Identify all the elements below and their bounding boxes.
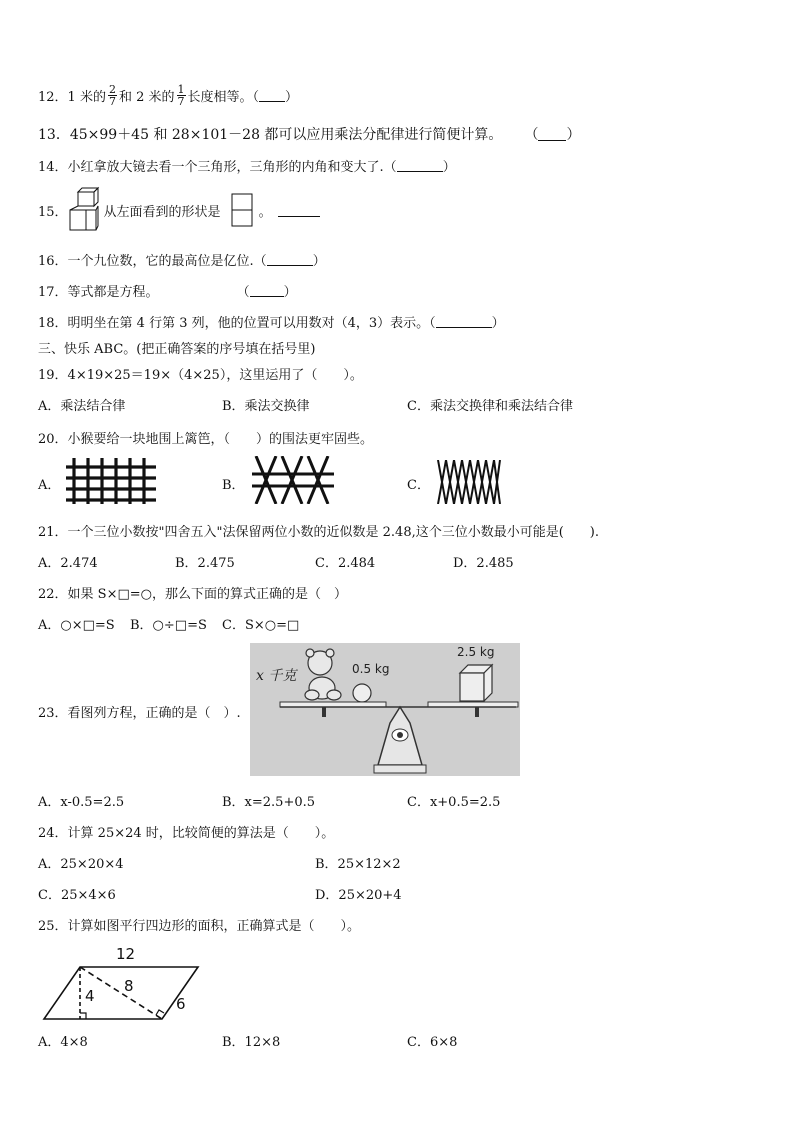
question-number: 19．: [38, 368, 68, 383]
option-c[interactable]: C．6×8: [407, 1035, 458, 1050]
question-text: 计算如图平行四边形的面积，正确算式是（ ）。: [67, 919, 361, 934]
option-a[interactable]: A．: [38, 478, 61, 493]
fence-zigzag-figure: [436, 460, 502, 504]
question-25: [38, 915, 360, 934]
option-b[interactable]: B．2.475: [175, 556, 235, 571]
label-height: 4: [85, 987, 95, 1005]
question-number: 13．: [38, 127, 70, 143]
balance-scale-image: [250, 643, 520, 776]
option-d[interactable]: D．2.485: [453, 556, 514, 571]
label-diagonal: 8: [124, 977, 134, 995]
side-view-figure: [231, 193, 253, 227]
question-23: [38, 702, 241, 721]
question-24: [38, 822, 334, 841]
option-b[interactable]: B．25×12×2: [315, 857, 401, 872]
cube-stack-figure: [68, 186, 102, 234]
question-number: 18．: [38, 316, 68, 331]
question-15: 15． 从左面看到的形状是 。: [38, 186, 320, 234]
question-text: 1 米的: [67, 90, 106, 105]
label-x: x 千克: [256, 668, 297, 684]
question-number: 15．: [38, 204, 68, 220]
question-number: 21．: [38, 525, 68, 540]
question-text: 一个九位数，它的最高位是亿位.（: [67, 254, 267, 269]
option-a[interactable]: A．2.474: [38, 556, 98, 571]
question-text: 明明坐在第 4 行第 3 列，他的位置可以用数对（4，3）表示。（: [67, 316, 436, 331]
section-heading: 三、快乐 ABC。(把正确答案的序号填在括号里): [38, 342, 316, 357]
option-c[interactable]: C．S×○=□: [222, 618, 300, 633]
question-number: 14．: [38, 160, 68, 175]
option-b[interactable]: B．12×8: [222, 1035, 281, 1050]
answer-blank[interactable]: [267, 253, 313, 266]
option-c[interactable]: C．25×4×6: [38, 888, 116, 903]
question-19: [38, 364, 363, 383]
question-number: 22．: [38, 587, 68, 602]
question-text: 和 2 米的: [118, 90, 175, 105]
question-20: [38, 428, 373, 447]
answer-blank[interactable]: [397, 159, 443, 172]
label-top: 12: [116, 945, 136, 963]
fence-cross-figure: [252, 456, 334, 504]
question-14: 14． 小红拿放大镜去看一个三角形，三角形的内角和变大了.（ ）: [38, 156, 456, 175]
question-17: 17． 等式都是方程。 （ ）: [38, 281, 297, 300]
option-a[interactable]: A．x-0.5=2.5: [38, 795, 125, 810]
label-box: 2.5 kg: [457, 645, 495, 659]
question-text: 等式都是方程。: [67, 285, 159, 300]
option-c[interactable]: C．2.484: [315, 556, 376, 571]
question-number: 24．: [38, 826, 68, 841]
question-text: 小猴要给一块地围上篱笆，（ ）的围法更牢固些。: [67, 432, 374, 447]
question-number: 20．: [38, 432, 68, 447]
question-18: 18． 明明坐在第 4 行第 3 列，他的位置可以用数对（4，3）表示。（ ）: [38, 312, 505, 331]
option-d[interactable]: D．25×20+4: [315, 888, 402, 903]
question-text: 看图列方程，正确的是（ ）.: [67, 706, 241, 721]
option-a[interactable]: A．4×8: [38, 1035, 88, 1050]
question-number: 25．: [38, 919, 68, 934]
question-text: 从左面看到的形状是: [103, 204, 221, 220]
option-b[interactable]: B．x=2.5+0.5: [222, 795, 316, 810]
question-12: 12． 1 米的 $\frac{2}{7}$ 和 2 米的 $\frac{1}{7}$ 长度相等。（ ）: [38, 83, 299, 108]
question-text: 小红拿放大镜去看一个三角形，三角形的内角和变大了.（: [67, 160, 397, 175]
question-text: 一个三位小数按"四舍五入"法保留两位小数的近似数是 2.48,这个三位小数最小可能是( ).: [67, 525, 599, 540]
label-ball: 0.5 kg: [352, 662, 390, 676]
answer-blank[interactable]: [436, 315, 492, 328]
answer-blank[interactable]: [250, 284, 284, 297]
option-b[interactable]: B．: [222, 478, 245, 493]
answer-blank[interactable]: [278, 204, 320, 217]
option-a[interactable]: A．25×20×4: [38, 857, 124, 872]
question-number: 12．: [38, 90, 68, 105]
option-a[interactable]: A．○×□=S: [38, 618, 115, 633]
option-c[interactable]: C．乘法交换律和乘法结合律: [407, 399, 573, 414]
fence-grid-figure: [66, 458, 156, 504]
question-text: 如果 S×□=○，那么下面的算式正确的是（ ）: [67, 587, 347, 602]
option-b[interactable]: B．○÷□=S: [130, 618, 207, 633]
question-text: 长度相等。（: [187, 90, 260, 105]
fraction: $\frac{2}{7}$: [108, 83, 116, 108]
question-text: 计算 25×24 时，比较简便的算法是（ ）。: [67, 826, 335, 841]
question-13: 13． 45×99＋45 和 28×101－28 都可以应用乘法分配律进行简便计算。 （ ）: [38, 124, 580, 144]
question-text: 4×19×25＝19×（4×25），这里运用了（ ）。: [67, 368, 363, 383]
parallelogram-figure: [38, 940, 208, 1024]
option-b[interactable]: B．乘法交换律: [222, 399, 310, 414]
fraction: $\frac{1}{7}$: [177, 83, 185, 108]
question-number: 23．: [38, 706, 68, 721]
option-c[interactable]: C．x+0.5=2.5: [407, 795, 501, 810]
question-number: 16．: [38, 254, 68, 269]
question-number: 17．: [38, 285, 68, 300]
question-text: 45×99＋45 和 28×101－28 都可以应用乘法分配律进行简便计算。: [69, 127, 503, 143]
answer-blank[interactable]: [538, 128, 566, 141]
question-22: [38, 583, 347, 602]
option-c[interactable]: C．: [407, 478, 430, 493]
question-21: [38, 521, 599, 540]
question-16: 16． 一个九位数，它的最高位是亿位.（ ）: [38, 250, 326, 269]
label-side: 6: [176, 995, 186, 1013]
answer-blank[interactable]: [259, 89, 285, 102]
option-a[interactable]: A．乘法结合律: [38, 399, 126, 414]
